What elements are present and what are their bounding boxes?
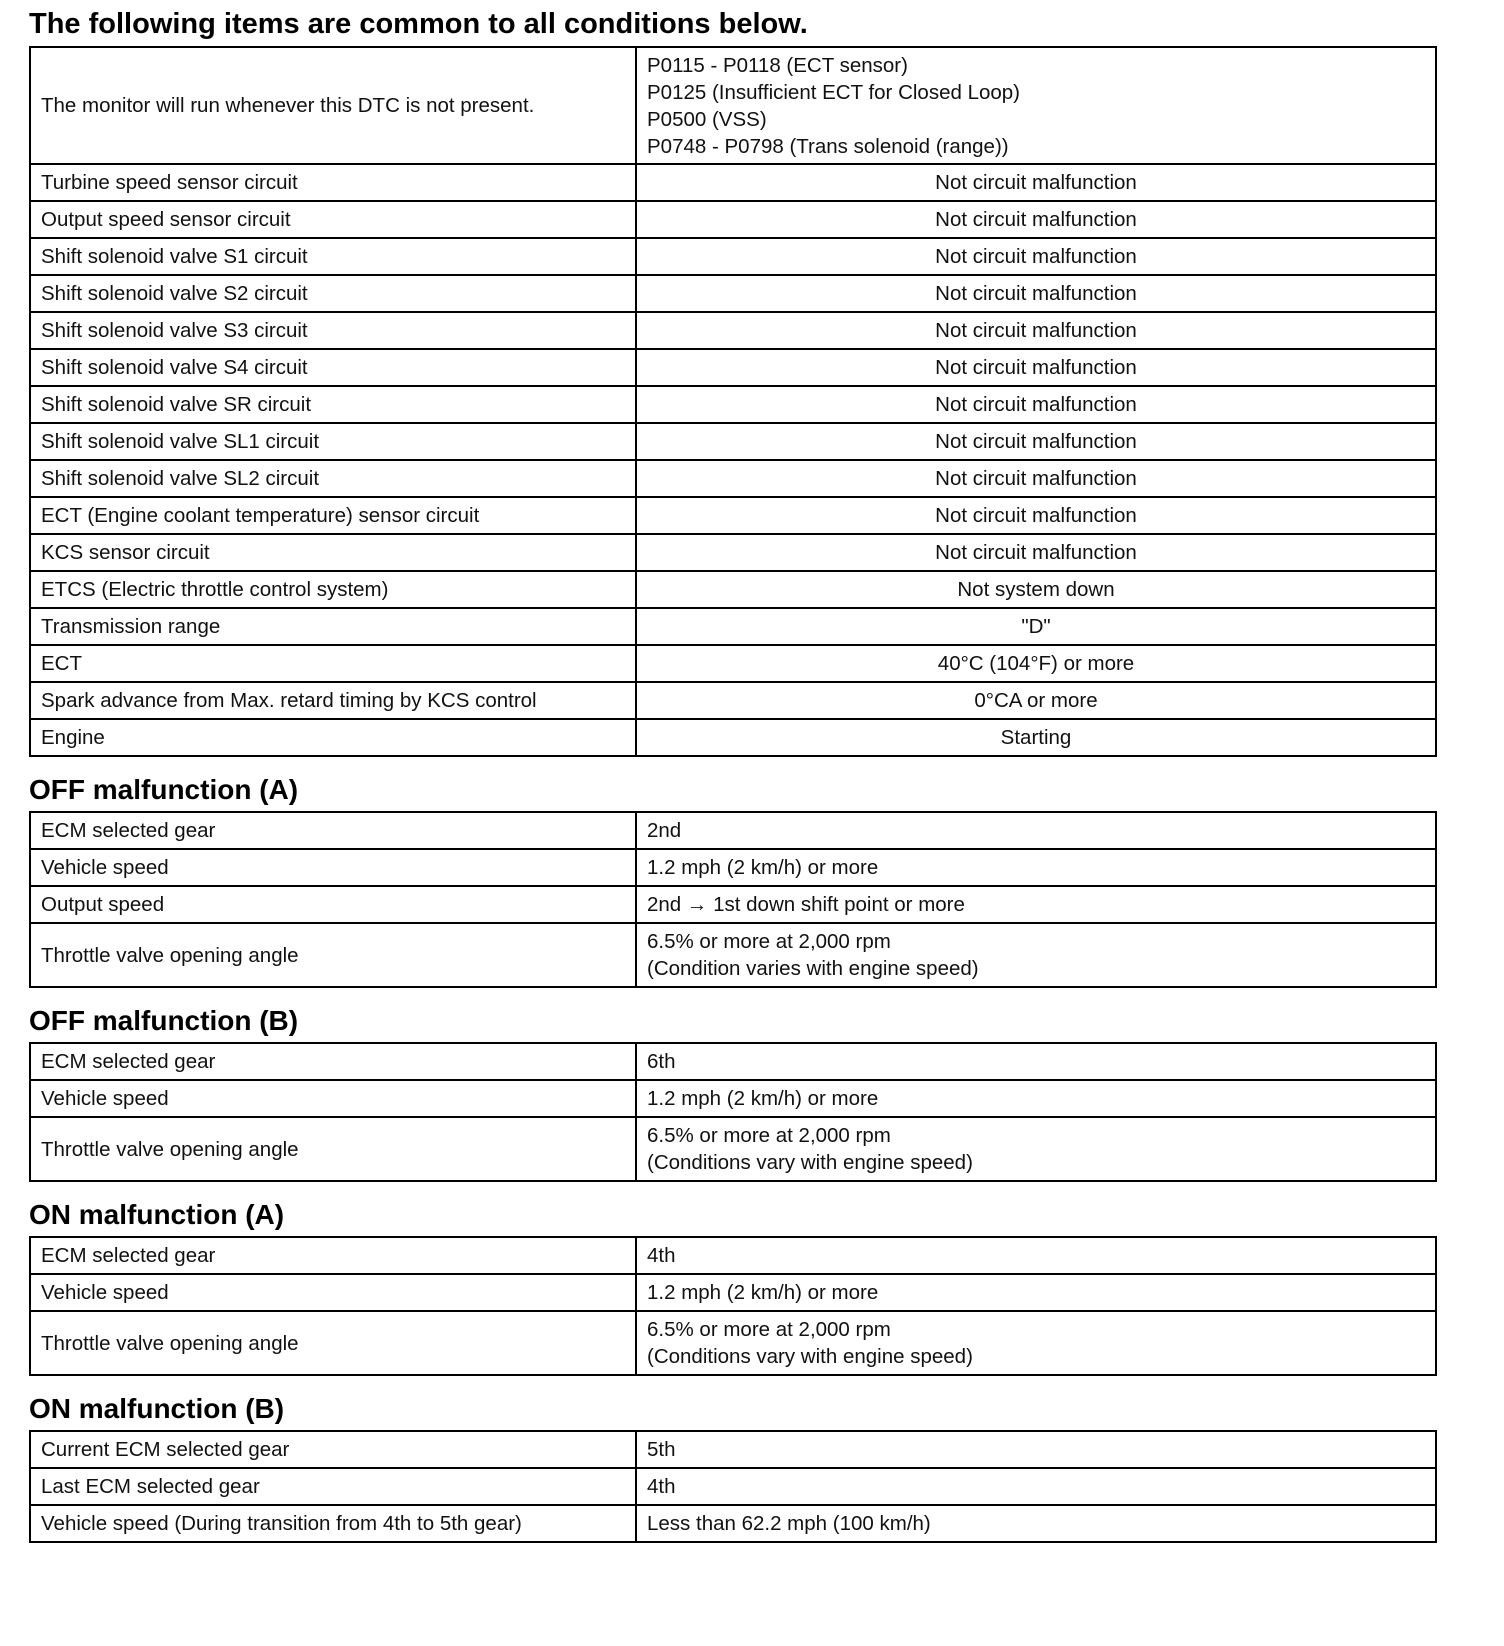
on-malfunction-b-title: ON malfunction (B) xyxy=(29,1393,285,1424)
condition-label: Transmission range xyxy=(30,608,636,645)
condition-label: Engine xyxy=(30,719,636,756)
condition-value: Not circuit malfunction xyxy=(636,201,1436,238)
table-row xyxy=(30,1117,1436,1181)
condition-label: Shift solenoid valve S2 circuit xyxy=(30,275,636,312)
condition-value: 4th xyxy=(636,1468,1436,1505)
condition-value: Not circuit malfunction xyxy=(636,534,1436,571)
table-row xyxy=(30,1043,1436,1080)
condition-label: ETCS (Electric throttle control system) xyxy=(30,571,636,608)
condition-label: Output speed xyxy=(30,886,636,923)
table-row xyxy=(30,1274,1436,1311)
condition-label: Spark advance from Max. retard timing by KCS control xyxy=(30,682,636,719)
table-row xyxy=(30,886,1436,923)
condition-value: 2nd xyxy=(636,812,1436,849)
table-row xyxy=(30,645,1436,682)
condition-label: Vehicle speed xyxy=(30,1274,636,1311)
condition-label: Throttle valve opening angle xyxy=(30,1311,636,1375)
dtc-list-cell xyxy=(636,47,1436,164)
condition-value: 0°CA or more xyxy=(636,682,1436,719)
dtc-row-label: The monitor will run whenever this DTC is not present. xyxy=(30,47,636,164)
condition-label: Current ECM selected gear xyxy=(30,1431,636,1468)
condition-value: Not circuit malfunction xyxy=(636,238,1436,275)
common-conditions-table xyxy=(29,46,1437,757)
condition-label: Last ECM selected gear xyxy=(30,1468,636,1505)
condition-value: Not circuit malfunction xyxy=(636,460,1436,497)
table-row xyxy=(30,812,1436,849)
value-line: (Conditions vary with engine speed) xyxy=(647,1151,973,1174)
dtc-item: P0125 (Insufficient ECT for Closed Loop) xyxy=(647,80,1021,104)
table-row xyxy=(30,923,1436,987)
off-malfunction-a-title: OFF malfunction (A) xyxy=(29,774,299,805)
condition-value: 1.2 mph (2 km/h) or more xyxy=(636,849,1436,886)
on-malfunction-a-title: ON malfunction (A) xyxy=(29,1199,285,1230)
condition-label: ECM selected gear xyxy=(30,1043,636,1080)
condition-value: Less than 62.2 mph (100 km/h) xyxy=(636,1505,1436,1542)
condition-label: Vehicle speed (During transition from 4th to 5th gear) xyxy=(30,1505,636,1542)
condition-value: Not circuit malfunction xyxy=(636,275,1436,312)
condition-label: ECT (Engine coolant temperature) sensor circuit xyxy=(30,497,636,534)
table-row xyxy=(30,47,1436,164)
table-row xyxy=(30,682,1436,719)
condition-value: 1.2 mph (2 km/h) or more xyxy=(636,1274,1436,1311)
condition-value: Not circuit malfunction xyxy=(636,312,1436,349)
condition-value: Not system down xyxy=(636,571,1436,608)
table-row xyxy=(30,571,1436,608)
table-row xyxy=(30,349,1436,386)
dtc-item: P0115 - P0118 (ECT sensor) xyxy=(647,53,908,77)
table-row xyxy=(30,1468,1436,1505)
condition-label: Shift solenoid valve S4 circuit xyxy=(30,349,636,386)
table-row xyxy=(30,460,1436,497)
common-conditions-title: The following items are common to all conditions below. xyxy=(29,8,808,40)
table-row xyxy=(30,238,1436,275)
condition-label: Shift solenoid valve SR circuit xyxy=(30,386,636,423)
condition-value xyxy=(636,1117,1436,1181)
condition-value: 40°C (104°F) or more xyxy=(636,645,1436,682)
condition-label: ECM selected gear xyxy=(30,1237,636,1274)
table-row xyxy=(30,312,1436,349)
table-row xyxy=(30,275,1436,312)
condition-label: KCS sensor circuit xyxy=(30,534,636,571)
dtc-item: P0500 (VSS) xyxy=(647,107,767,131)
table-row xyxy=(30,534,1436,571)
table-row xyxy=(30,608,1436,645)
condition-value: 2nd → 1st down shift point or more xyxy=(636,886,1436,923)
table-row xyxy=(30,386,1436,423)
table-row xyxy=(30,849,1436,886)
off-malfunction-b-table xyxy=(29,1042,1437,1182)
off-malfunction-a-table xyxy=(29,811,1437,988)
table-row xyxy=(30,423,1436,460)
value-line: 6.5% or more at 2,000 rpm xyxy=(647,930,891,953)
table-row xyxy=(30,719,1436,756)
on-malfunction-b-table xyxy=(29,1430,1437,1543)
condition-value xyxy=(636,923,1436,987)
table-row xyxy=(30,1080,1436,1117)
table-row xyxy=(30,201,1436,238)
condition-value: Not circuit malfunction xyxy=(636,349,1436,386)
condition-value: Not circuit malfunction xyxy=(636,386,1436,423)
condition-label: Shift solenoid valve SL2 circuit xyxy=(30,460,636,497)
condition-label: Output speed sensor circuit xyxy=(30,201,636,238)
value-line: 6.5% or more at 2,000 rpm xyxy=(647,1124,891,1147)
condition-label: Shift solenoid valve S3 circuit xyxy=(30,312,636,349)
condition-value: 1.2 mph (2 km/h) or more xyxy=(636,1080,1436,1117)
table-row xyxy=(30,1237,1436,1274)
dtc-item: P0748 - P0798 (Trans solenoid (range)) xyxy=(647,134,1009,158)
condition-value: Not circuit malfunction xyxy=(636,497,1436,534)
condition-value: 4th xyxy=(636,1237,1436,1274)
condition-label: Turbine speed sensor circuit xyxy=(30,164,636,201)
condition-label: ECT xyxy=(30,645,636,682)
condition-label: Throttle valve opening angle xyxy=(30,923,636,987)
condition-label: Shift solenoid valve SL1 circuit xyxy=(30,423,636,460)
condition-value xyxy=(636,1311,1436,1375)
condition-value: 6th xyxy=(636,1043,1436,1080)
condition-label: Vehicle speed xyxy=(30,1080,636,1117)
condition-value: Not circuit malfunction xyxy=(636,423,1436,460)
table-row xyxy=(30,497,1436,534)
value-line: (Conditions vary with engine speed) xyxy=(647,1345,973,1368)
table-row xyxy=(30,1431,1436,1468)
condition-value: 5th xyxy=(636,1431,1436,1468)
condition-value: Not circuit malfunction xyxy=(636,164,1436,201)
condition-label: Vehicle speed xyxy=(30,849,636,886)
value-line: 6.5% or more at 2,000 rpm xyxy=(647,1318,891,1341)
condition-label: ECM selected gear xyxy=(30,812,636,849)
off-malfunction-b-title: OFF malfunction (B) xyxy=(29,1005,299,1036)
on-malfunction-a-table xyxy=(29,1236,1437,1376)
condition-label: Throttle valve opening angle xyxy=(30,1117,636,1181)
table-row xyxy=(30,1505,1436,1542)
table-row xyxy=(30,1311,1436,1375)
condition-label: Shift solenoid valve S1 circuit xyxy=(30,238,636,275)
condition-value: "D" xyxy=(636,608,1436,645)
value-line: (Condition varies with engine speed) xyxy=(647,957,979,980)
condition-value: Starting xyxy=(636,719,1436,756)
table-row xyxy=(30,164,1436,201)
